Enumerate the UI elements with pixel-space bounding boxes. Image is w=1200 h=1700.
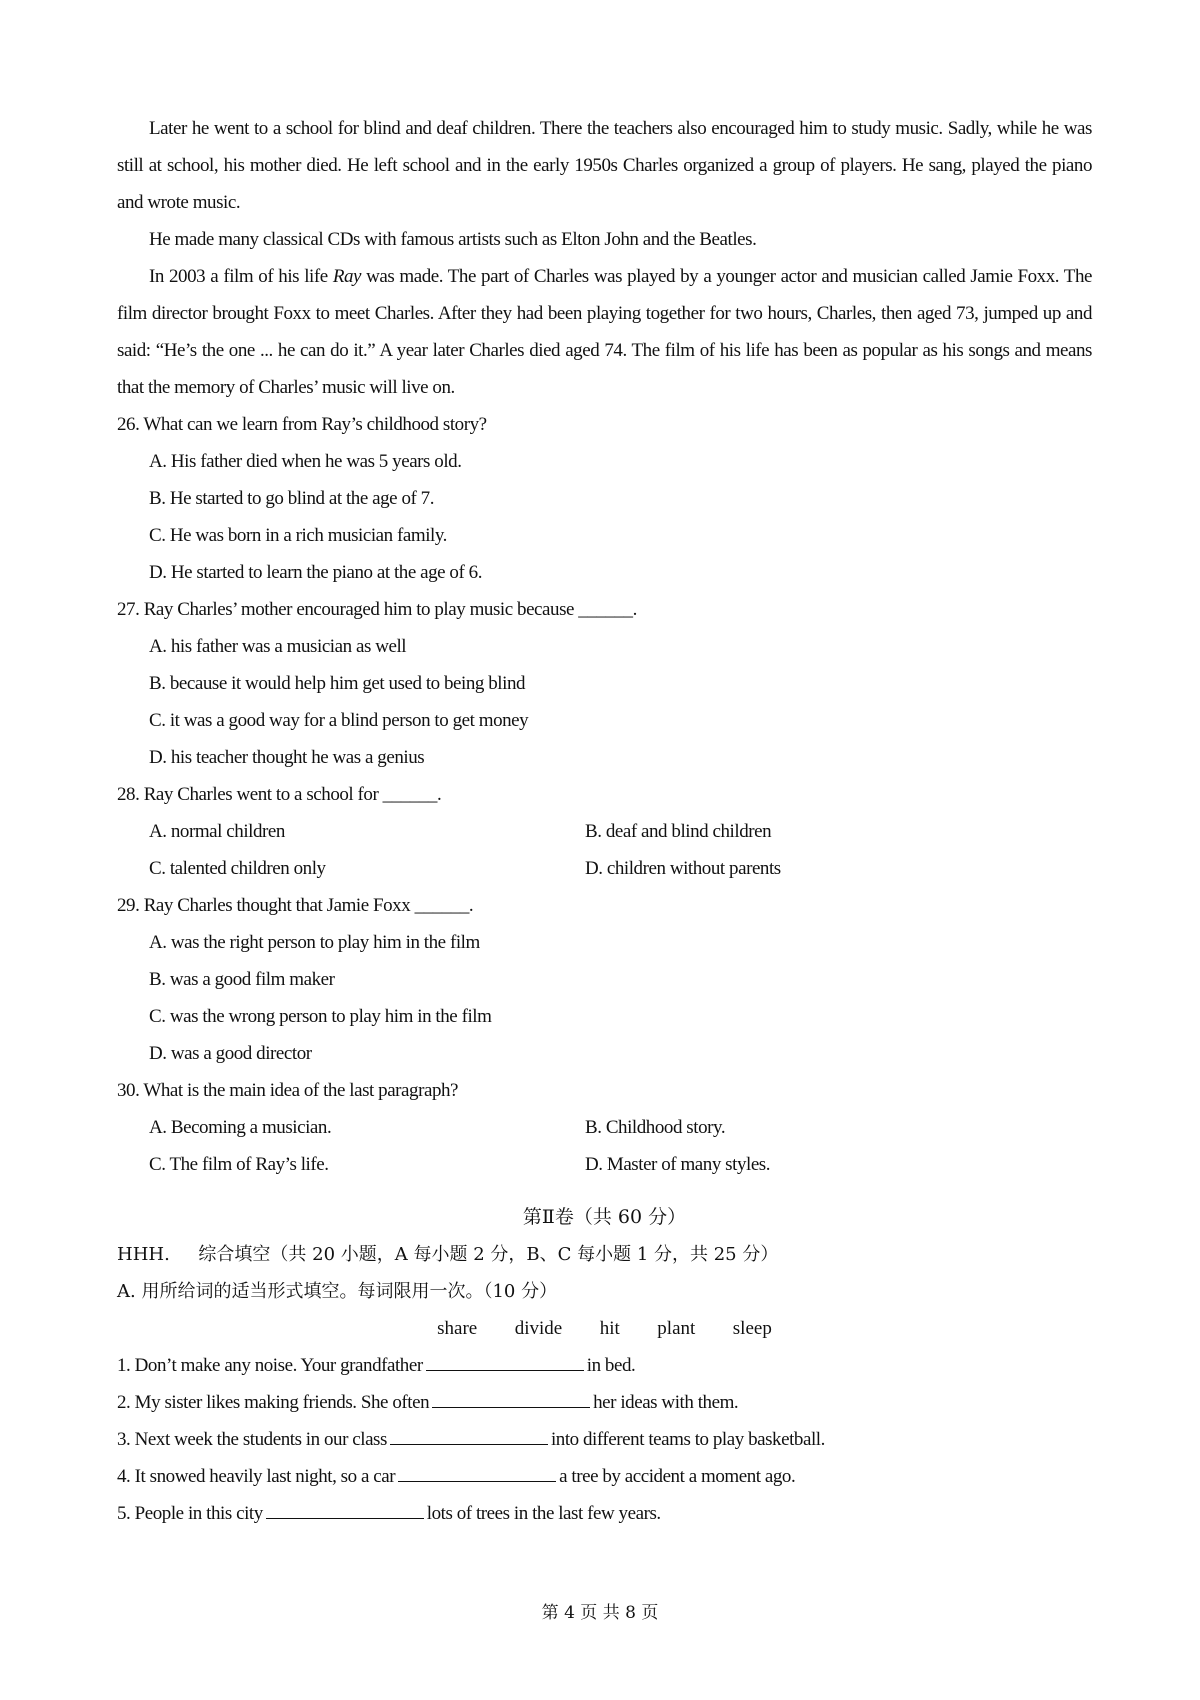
- question-28: [117, 776, 1092, 887]
- question-stem: 28. Ray Charles went to a school for ______.: [117, 784, 442, 805]
- option-c: C. talented children only: [149, 858, 326, 879]
- option-row: [117, 813, 1092, 850]
- fill-item-text: a tree by accident a moment ago.: [559, 1466, 796, 1487]
- fill-item-text: into different teams to play basketball.: [550, 1429, 825, 1450]
- fill-item-text: her ideas with them.: [593, 1392, 739, 1413]
- option-b: B. was a good film maker: [149, 969, 335, 990]
- answer-blank[interactable]: [390, 1424, 548, 1445]
- section-heading: HHH. 综合填空（共 20 小题，A 每小题 2 分，B、C 每小题 1 分，共 25 分）: [117, 1244, 779, 1265]
- option-a: A. was the right person to play him in the film: [149, 932, 480, 953]
- passage-paragraph-1: Later he went to a school for blind and deaf children. There the teachers also encouraged him to study music. Sadly, while he was still at school, his mother died. He left school and in the early 1950s Charles organized a group of players. He sang, played the piano and wrote music.: [117, 118, 1092, 213]
- answer-blank[interactable]: [266, 1498, 424, 1519]
- option-b: B. deaf and blind children: [585, 821, 772, 842]
- option-b: B. because it would help him get used to being blind: [149, 673, 526, 694]
- option-row: [117, 1146, 1092, 1183]
- option-a: A. His father died when he was 5 years old.: [149, 451, 462, 472]
- question-stem: 26. What can we learn from Ray’s childhood story?: [117, 414, 487, 435]
- option-d: D. children without parents: [585, 858, 781, 879]
- question-26: [117, 406, 1092, 591]
- option-c: C. it was a good way for a blind person to get money: [149, 710, 529, 731]
- option-d: D. He started to learn the piano at the age of 6.: [149, 562, 483, 583]
- fill-item-1: [117, 1347, 1092, 1384]
- passage-p3-after: was made. The part of Charles was played by a younger actor and musician called Jamie Foxx. The film director brought Foxx to meet Charles. After they had been playing together for two hours, Charles, then aged 73, jumped up and said: “He’s the one ... he can do it.” A year later Charles died aged 74. The film of his life has been as popular as his songs and means that the memory of Charles’ music will live on.: [117, 266, 1092, 398]
- option-b: B. He started to go blind at the age of 7.: [149, 488, 435, 509]
- fill-item-text: 4. It snowed heavily last night, so a car: [117, 1466, 396, 1487]
- passage-paragraph-2: He made many classical CDs with famous artists such as Elton John and the Beatles.: [149, 229, 757, 250]
- option-d: D. Master of many styles.: [585, 1154, 771, 1175]
- option-a: A. his father was a musician as well: [149, 636, 407, 657]
- question-29: [117, 887, 1092, 1072]
- film-title: Ray: [332, 266, 362, 287]
- option-c: C. The film of Ray’s life.: [149, 1154, 329, 1175]
- question-stem: 30. What is the main idea of the last paragraph?: [117, 1080, 459, 1101]
- option-row: [117, 1109, 1092, 1146]
- fill-item-text: in bed.: [586, 1355, 636, 1376]
- option-c: C. He was born in a rich musician family.: [149, 525, 447, 546]
- option-a: A. Becoming a musician.: [149, 1117, 332, 1138]
- word-bank: share divide hit plant sleep: [437, 1318, 772, 1339]
- question-stem: 27. Ray Charles’ mother encouraged him to play music because ______.: [117, 599, 637, 620]
- question-27: [117, 591, 1092, 776]
- part-2-title: 第Ⅱ卷（共 60 分）: [522, 1206, 687, 1228]
- fill-item-5: [117, 1495, 1092, 1532]
- passage-paragraph-3: [117, 258, 1092, 406]
- option-d: D. his teacher thought he was a genius: [149, 747, 425, 768]
- passage-p3-before: In 2003 a film of his life: [149, 266, 333, 287]
- answer-blank[interactable]: [398, 1461, 556, 1482]
- option-row: [117, 850, 1092, 887]
- fill-item-text: 3. Next week the students in our class: [117, 1429, 387, 1450]
- fill-item-text: 1. Don’t make any noise. Your grandfather: [117, 1355, 423, 1376]
- exam-page: [117, 110, 1092, 1532]
- fill-item-text: 5. People in this city: [117, 1503, 263, 1524]
- question-30: [117, 1072, 1092, 1183]
- fill-item-3: [117, 1421, 1092, 1458]
- answer-blank[interactable]: [426, 1350, 584, 1371]
- option-b: B. Childhood story.: [585, 1117, 726, 1138]
- option-d: D. was a good director: [149, 1043, 312, 1064]
- option-c: C. was the wrong person to play him in the film: [149, 1006, 492, 1027]
- question-stem: 29. Ray Charles thought that Jamie Foxx ______.: [117, 895, 474, 916]
- sub-section-a-instruction: A. 用所给词的适当形式填空。每词限用一次。（10 分）: [117, 1281, 558, 1302]
- answer-blank[interactable]: [432, 1387, 590, 1408]
- fill-item-text: 2. My sister likes making friends. She often: [117, 1392, 430, 1413]
- page-number-footer: 第 4 页 共 8 页: [541, 1603, 659, 1623]
- option-a: A. normal children: [149, 821, 285, 842]
- fill-item-text: lots of trees in the last few years.: [426, 1503, 661, 1524]
- fill-item-4: [117, 1458, 1092, 1495]
- fill-item-2: [117, 1384, 1092, 1421]
